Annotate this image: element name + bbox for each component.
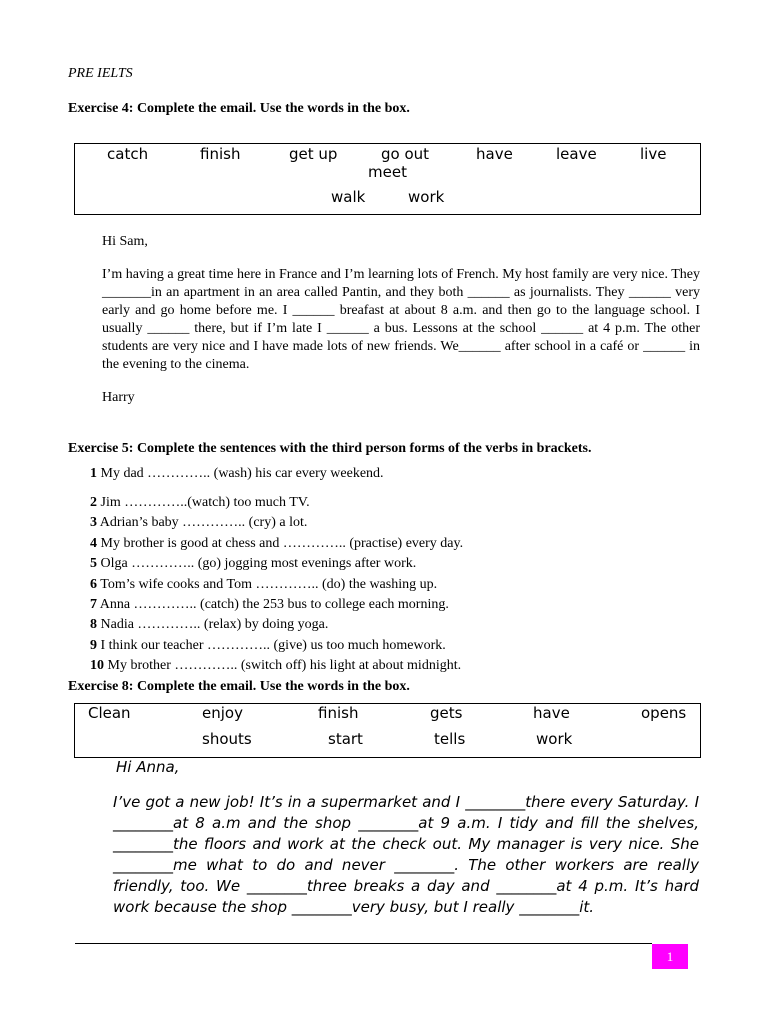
- ex4-word-have: have: [476, 145, 513, 163]
- footer-rule: [75, 943, 652, 944]
- ex8-word-start: start: [328, 730, 363, 748]
- ex8-word-clean: Clean: [88, 704, 131, 722]
- ex4-word-finish: finish: [200, 145, 241, 163]
- ex4-word-get-up: get up: [289, 145, 338, 163]
- ex8-word-opens: opens: [641, 704, 687, 722]
- ex8-word-tells: tells: [434, 730, 466, 748]
- ex8-email-body: I’ve got a new job! It’s in a supermarket and I ________there every Saturday. I ________at 8 a.m and the shop ________at 9 a.m. I tidy and fill the shelves, ________the floors and work at the check out. My manager is very nice. She ________me what to do and never ________. The other workers are really friendly, too. We ________three breaks a day and ________at 4 p.m. It’s hard work because the shop ________very busy, but I really ________it.: [113, 793, 699, 916]
- ex8-word-shouts: shouts: [202, 730, 252, 748]
- ex4-word-leave: leave: [556, 145, 597, 163]
- ex8-greeting: Hi Anna,: [116, 758, 180, 776]
- ex5-sentence-8: 8 Nadia ………….. (relax) by doing yoga.: [90, 617, 329, 632]
- ex8-word-box: [74, 703, 701, 758]
- ex5-sentence-7: 7 Anna ………….. (catch) the 253 bus to college each morning.: [90, 597, 449, 612]
- ex8-word-work: work: [536, 730, 573, 748]
- ex5-sentence-6: 6 Tom’s wife cooks and Tom ………….. (do) the washing up.: [90, 577, 438, 592]
- exercise-4-title: [68, 101, 410, 117]
- ex8-word-have: have: [533, 704, 570, 722]
- exercise-4-label: Exercise 4: [68, 101, 129, 116]
- document-header: PRE IELTS: [68, 66, 133, 81]
- ex8-word-gets: gets: [430, 704, 463, 722]
- ex4-word-go-out: go out: [381, 145, 430, 163]
- exercise-5-label: Exercise 5: [68, 441, 129, 456]
- ex5-sentence-2: 2 Jim …………..(watch) too much TV.: [90, 495, 310, 510]
- ex4-word-work: work: [408, 188, 445, 206]
- ex4-signoff: Harry: [102, 390, 135, 405]
- ex5-sentence-10: 10 My brother ………….. (switch off) his light at about midnight.: [90, 658, 462, 673]
- exercise-8-title: Exercise 8: Complete the email. Use the words in the box.: [68, 679, 410, 694]
- ex8-word-finish: finish: [318, 704, 359, 722]
- exercise-5-instruction: : Complete the sentences with the third person forms of the verbs in brackets.: [128, 441, 592, 456]
- ex5-sentence-1: 1 My dad ………….. (wash) his car every weekend.: [90, 466, 384, 481]
- ex4-word-catch: catch: [107, 145, 149, 163]
- ex5-sentence-3: 3 Adrian’s baby ………….. (cry) a lot.: [90, 515, 308, 530]
- exercise-5-title: [68, 441, 592, 457]
- exercise-4-instruction: : Complete the email. Use the words in the box.: [128, 101, 410, 116]
- ex4-greeting: Hi Sam,: [102, 234, 148, 249]
- ex5-sentence-5: 5 Olga ………….. (go) jogging most evenings after work.: [90, 556, 417, 571]
- ex4-word-box: [74, 143, 701, 215]
- ex5-sentence-4: 4 My brother is good at chess and ………….. (practise) every day.: [90, 536, 464, 551]
- ex4-word-meet: meet: [368, 163, 407, 181]
- ex8-word-enjoy: enjoy: [202, 704, 243, 722]
- ex4-word-live: live: [640, 145, 667, 163]
- ex4-email-body: I’m having a great time here in France and I’m learning lots of French. My host family are very nice. They _______in an apartment in an area called Pantin, and they both ______ as journalists. They ______ very early and go home before me. I ______ breafast at about 8 a.m. and then go to the language school. I usually ______ there, but if I’m late I ______ a bus. Lessons at the school ______ at 4 p.m. The other students are very nice and I have made lots of new friends. We______ after school in a café or ______ in the evening to the cinema.: [102, 267, 700, 372]
- page-number-badge: 1: [652, 944, 688, 969]
- ex4-word-walk: walk: [331, 188, 366, 206]
- ex5-sentence-9: 9 I think our teacher ………….. (give) us too much homework.: [90, 638, 446, 653]
